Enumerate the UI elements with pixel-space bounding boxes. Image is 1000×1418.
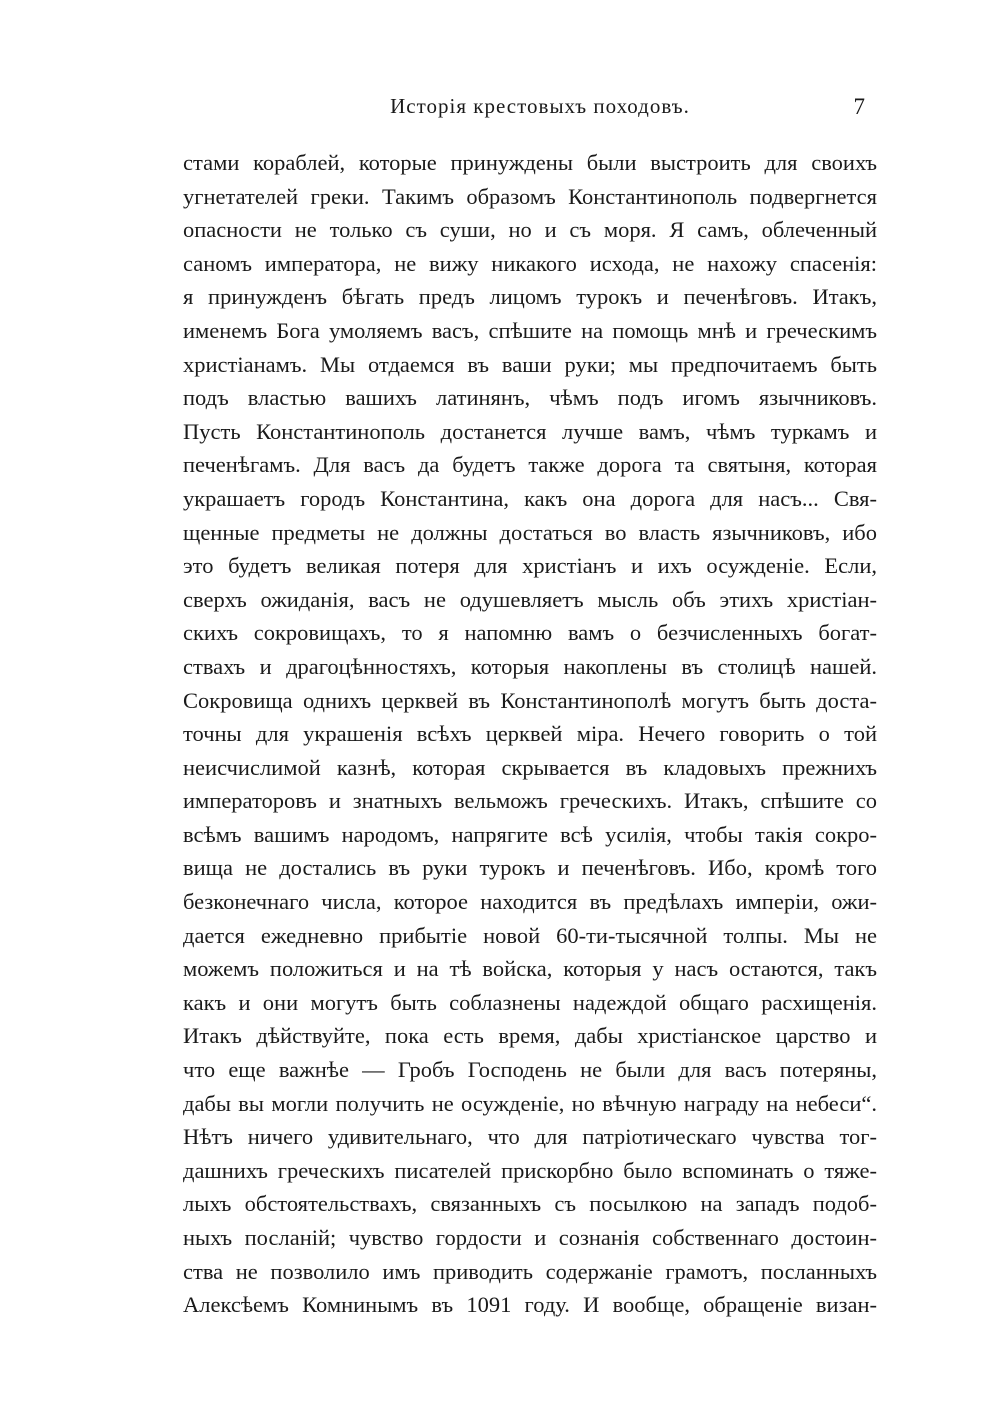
text-line: Алексѣемъ Комнинымъ въ 1091 году. И вообще, обращеніе визан- bbox=[183, 1292, 877, 1318]
text-line: я принужденъ бѣгать предъ лицомъ турокъ и печенѣговъ. Итакъ, bbox=[183, 284, 877, 310]
text-line: щенные предметы не должны достаться во власть язычниковъ, ибо bbox=[183, 519, 877, 545]
text-line: скихъ сокровищахъ, то я напомню вамъ о безчисленныхъ богат- bbox=[183, 620, 877, 646]
text-line: саномъ императора, не вижу никакого исхода, не нахожу спасенія: bbox=[183, 250, 877, 276]
text-line: Нѣтъ ничего удивительнаго, что для патріотическаго чувства тог- bbox=[183, 1124, 877, 1150]
text-line: ныхъ посланій; чувство гордости и сознанія собственнаго достоин- bbox=[183, 1225, 877, 1250]
text-line: какъ и они могутъ быть соблазнены надеждой общаго расхищенія. bbox=[183, 989, 877, 1015]
text-line: это будетъ великая потеря для христіанъ и ихъ осужденіе. Если, bbox=[183, 553, 877, 579]
text-line: что еще важнѣе — Гробъ Господень не были для васъ потеряны, bbox=[183, 1057, 877, 1083]
text-line: христіанамъ. Мы отдаемся въ ваши руки; мы предпочитаемъ быть bbox=[183, 351, 877, 377]
text-line: Пусть Константинополь достанется лучше вамъ, чѣмъ туркамъ и bbox=[183, 418, 877, 444]
text-line: угнетателей греки. Такимъ образомъ Константинополь подвергнется bbox=[183, 183, 877, 209]
body-text bbox=[183, 146, 877, 1322]
text-line: безконечнаго числа, которое находится въ предѣлахъ имперіи, ожи- bbox=[183, 889, 877, 915]
text-line: неисчислимой казнѣ, которая скрывается въ кладовыхъ прежнихъ bbox=[183, 754, 877, 780]
text-line: всѣмъ вашимъ народомъ, напрягите всѣ усилія, чтобы такія сокро- bbox=[183, 821, 877, 847]
text-line: лыхъ обстоятельствахъ, связанныхъ съ посылкою на западъ подоб- bbox=[183, 1191, 877, 1217]
text-line: дашнихъ греческихъ писателей прискорбно было вспоминать о тяже- bbox=[183, 1157, 877, 1183]
running-head bbox=[183, 94, 877, 124]
text-line: подъ властью вашихъ латинянъ, чѣмъ подъ игомъ язычниковъ. bbox=[183, 385, 877, 411]
text-line: ствахъ и драгоцѣнностяхъ, которыя накоплены въ столицѣ нашей. bbox=[183, 653, 877, 679]
text-line: ства не позволило имъ приводить содержаніе грамотъ, посланныхъ bbox=[183, 1258, 877, 1284]
text-line: опасности не только съ суши, но и съ моря. Я самъ, облеченный bbox=[183, 217, 877, 243]
text-line: точны для украшенія всѣхъ церквей міра. Нечего говорить о той bbox=[183, 721, 877, 747]
text-line: именемъ Бога умоляемъ васъ, спѣшите на помощь мнѣ и греческимъ bbox=[183, 317, 877, 343]
page-number: 7 bbox=[853, 94, 865, 119]
text-line: Итакъ дѣйствуйте, пока есть время, дабы христіанское царство и bbox=[183, 1023, 877, 1049]
text-line: можемъ положиться и на тѣ войска, которыя у насъ остаются, такъ bbox=[183, 956, 877, 982]
text-line: императоровъ и знатныхъ вельможъ греческихъ. Итакъ, спѣшите со bbox=[183, 788, 877, 814]
text-line: стами кораблей, которые принуждены были выстроить для своихъ bbox=[183, 150, 877, 175]
text-line: дается ежедневно прибытіе новой 60-ти-тысячной толпы. Мы не bbox=[183, 922, 877, 948]
text-line: печенѣгамъ. Для васъ да будетъ также дорога та святыня, которая bbox=[183, 452, 877, 478]
text-line: вища не достались въ руки турокъ и печенѣговъ. Ибо, кромѣ того bbox=[183, 855, 877, 881]
text-line: сверхъ ожиданія, васъ не одушевляетъ мысль объ этихъ христіан- bbox=[183, 586, 877, 612]
text-line: Сокровища однихъ церквей въ Константинополѣ могутъ быть доста- bbox=[183, 687, 877, 713]
text-line: украшаетъ городъ Константина, какъ она дорога для насъ... Свя- bbox=[183, 485, 877, 511]
text-line: дабы вы могли получить не осужденіе, но вѣчную награду на небеси“. bbox=[183, 1090, 877, 1116]
running-head-title: Исторія крестовыхъ походовъ. bbox=[390, 94, 690, 118]
